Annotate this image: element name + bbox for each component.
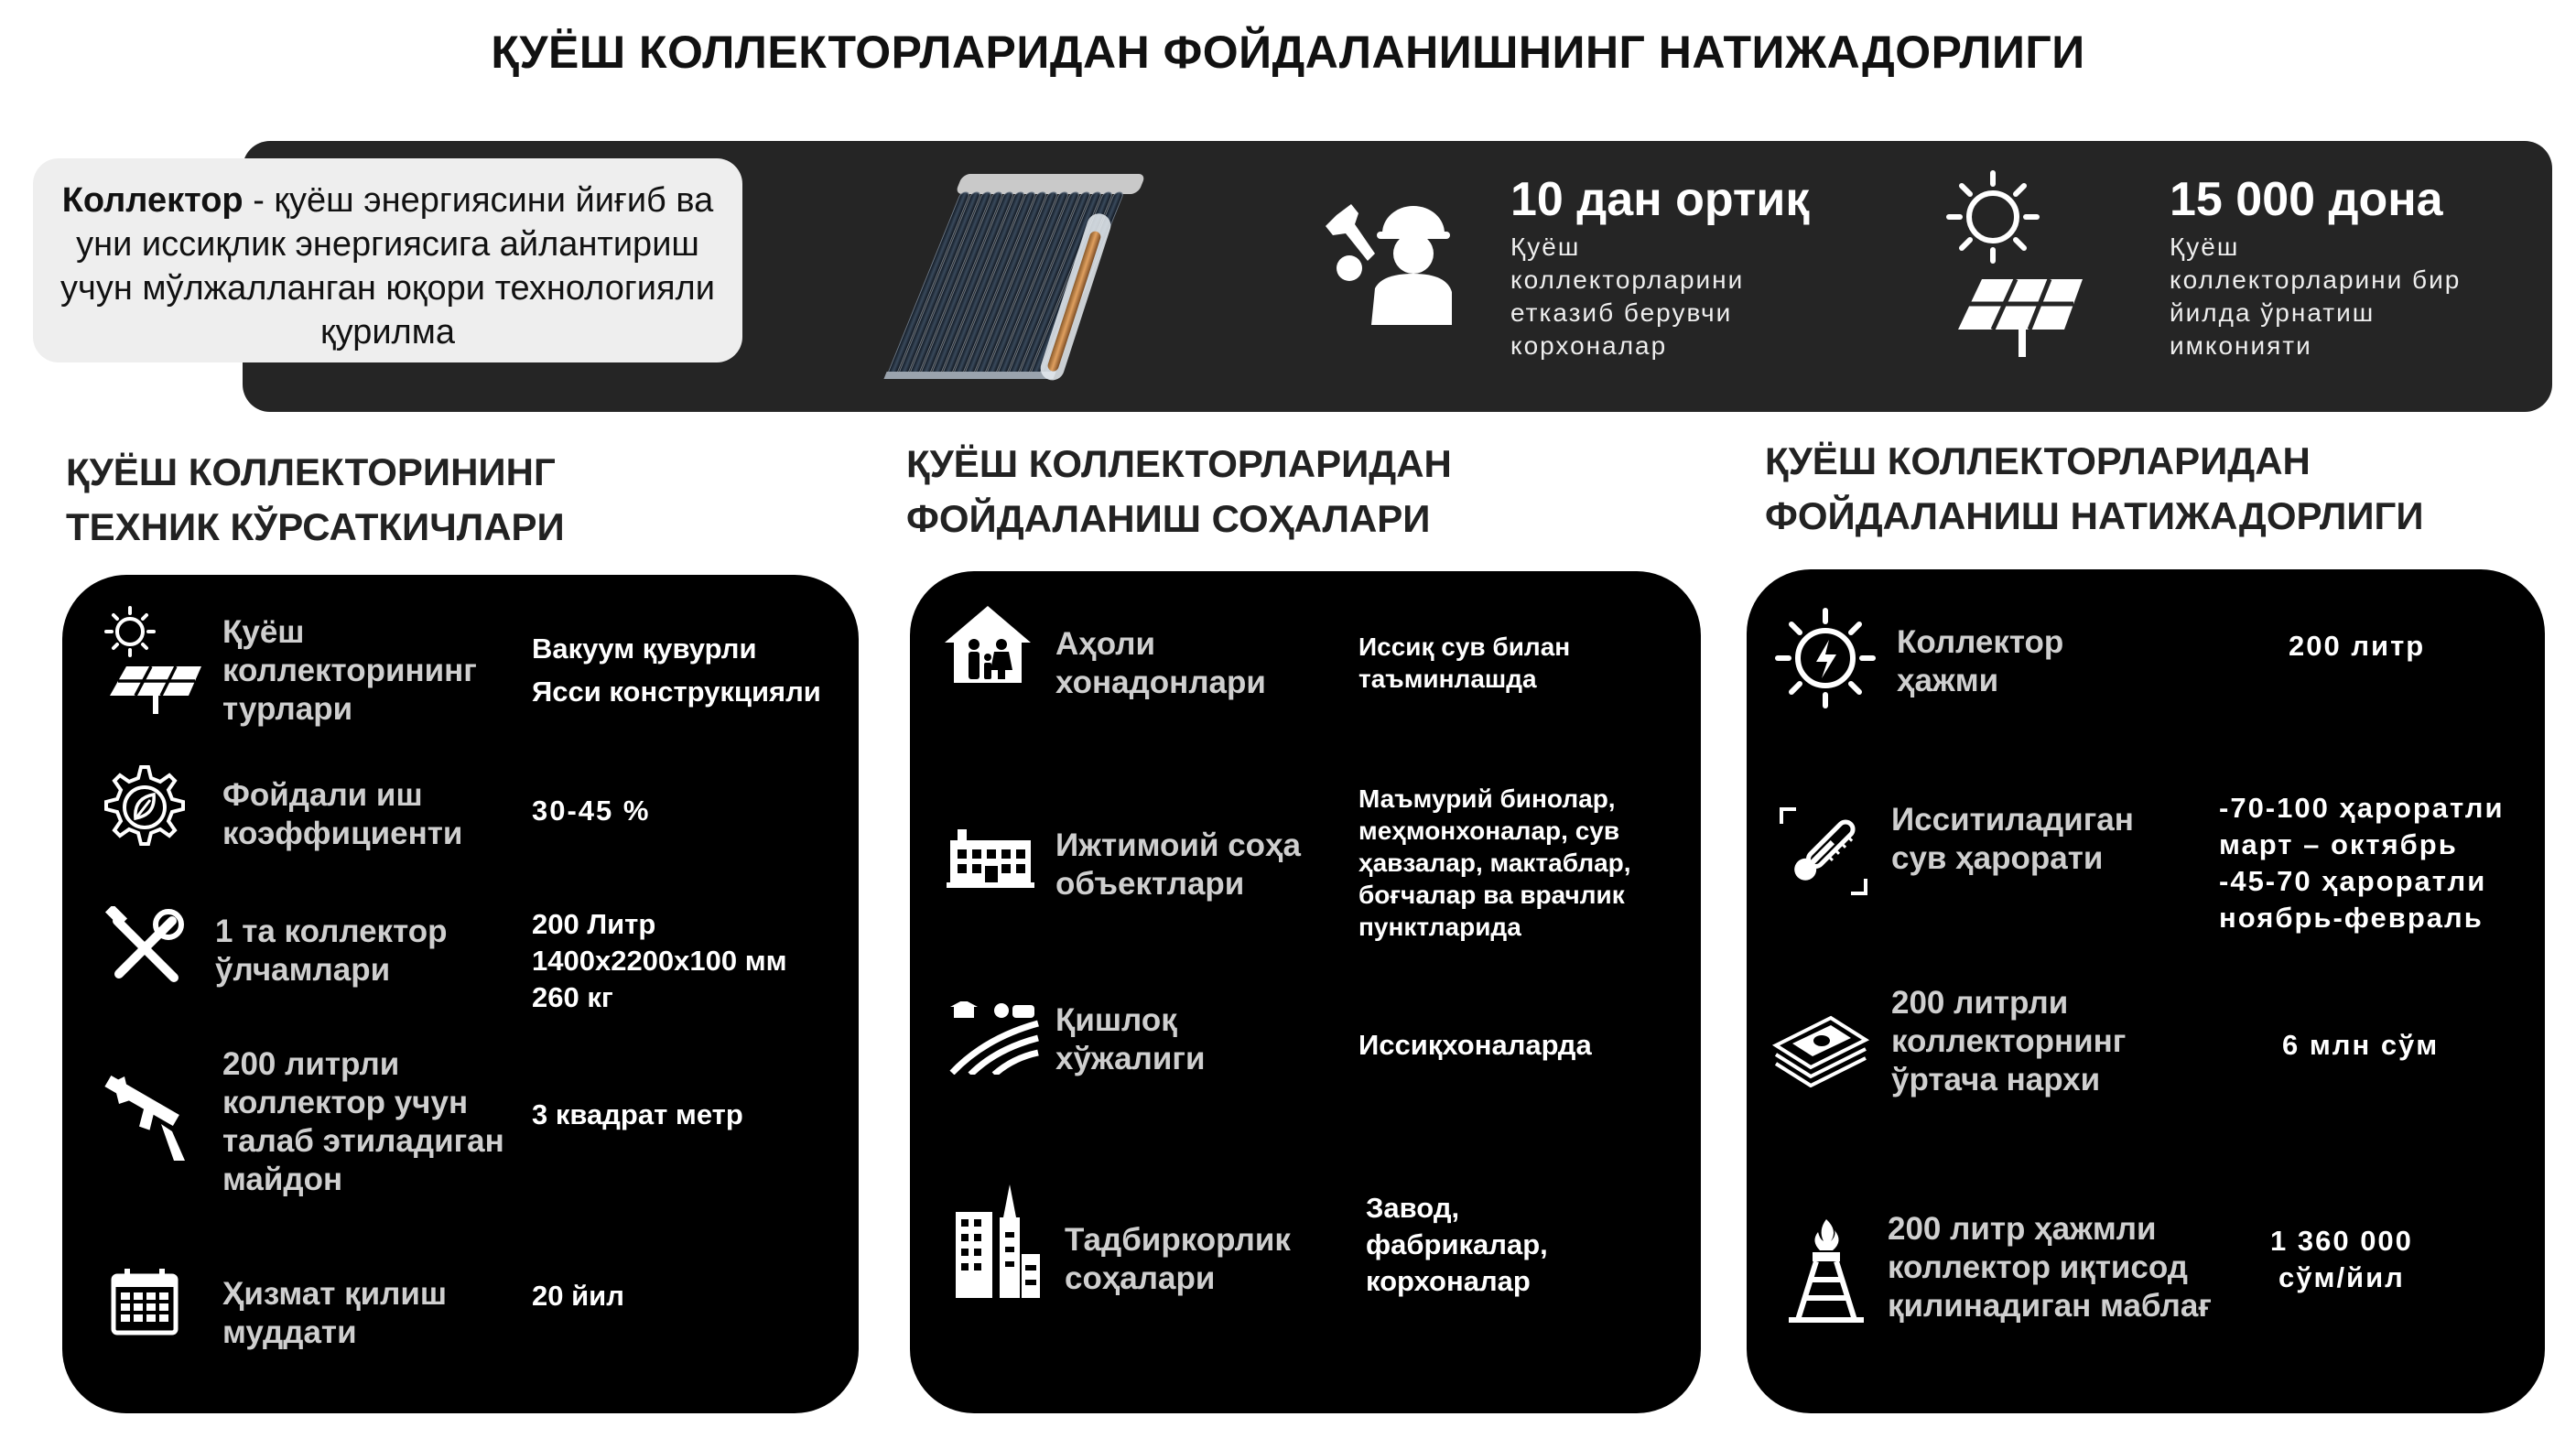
eff-temp-label: Исситиладиган сув ҳарорати xyxy=(1891,802,2134,876)
stat-capacity-desc: Қуёш коллекторларини бир йилда ўрнатиш имконияти xyxy=(2170,232,2462,360)
money-stack-icon xyxy=(1770,1009,1871,1087)
thermometer-icon xyxy=(1778,806,1869,897)
sun-energy-icon xyxy=(1774,607,1877,709)
sun-solar-panel-icon xyxy=(1945,169,2083,362)
usage-business-label: Тадбиркорлик соҳалари xyxy=(1065,1222,1291,1296)
usage-social-label: Ижтимоий соҳа объектлари xyxy=(1055,827,1301,902)
tech-lifetime-label: Ҳизмат қилиш муддати xyxy=(222,1276,448,1350)
tech-efficiency-value: 30-45 % xyxy=(532,795,651,827)
family-house-icon xyxy=(941,602,1034,687)
tech-types-label: Қуёш коллекторининг турлари xyxy=(222,614,477,727)
solar-panel-icon xyxy=(103,604,203,719)
eff-savings-label: 200 литр ҳажмли коллектор иқтисод қилинадиган маблағ xyxy=(1888,1211,2212,1324)
stat-capacity-number: 15 000 дона xyxy=(2170,173,2443,226)
tech-area-label: 200 литрли коллектор учун талаб этиладиган майдон xyxy=(222,1046,504,1197)
city-buildings-icon xyxy=(952,1181,1042,1300)
gas-tower-icon xyxy=(1785,1217,1867,1324)
stat-suppliers-desc: Қуёш коллекторларини етказиб берувчи корхоналар xyxy=(1510,232,1745,360)
usage-households-label: Аҳоли хонадонлари xyxy=(1055,626,1266,700)
eff-price-value: 6 млн сўм xyxy=(2282,1029,2440,1061)
eff-savings-value: 1 360 000 сўм/йил xyxy=(2270,1225,2413,1293)
efficiency-heading: ҚУЁШ КОЛЛЕКТОРЛАРИДАН ФОЙДАЛАНИШ НАТИЖАДОРЛИГИ xyxy=(1765,439,2424,537)
eff-temp-value: -70-100 ҳароратли март – октябрь -45-70 ҳароратли ноябрь-февраль xyxy=(2219,792,2505,934)
definition-term: Коллектор xyxy=(61,181,244,220)
tech-types-value: Вакуум қувурли Ясси конструкцияли xyxy=(532,633,821,708)
collector-definition xyxy=(33,158,742,362)
usage-business-value: Завод, фабрикалар, корхоналар xyxy=(1366,1192,1548,1297)
usage-heading: ҚУЁШ КОЛЛЕКТОРЛАРИДАН ФОЙДАЛАНИШ СОҲАЛАРИ xyxy=(906,442,1452,540)
tools-icon xyxy=(103,906,187,990)
tech-dimensions-label: 1 та коллектор ўлчамлари xyxy=(215,914,448,988)
eff-volume-label: Коллектор ҳажми xyxy=(1897,624,2064,698)
usage-agri-label: Қишлоқ хўжалиги xyxy=(1055,1002,1206,1076)
tech-efficiency-label: Фойдали иш коэффициенти xyxy=(222,777,463,851)
gear-leaf-icon xyxy=(99,762,190,853)
building-icon xyxy=(945,826,1036,890)
eff-volume-value: 200 литр xyxy=(2289,630,2426,662)
eff-price-label: 200 литрли коллекторнинг ўртача нархи xyxy=(1891,985,2127,1098)
usage-agri-value: Иссиқхоналарда xyxy=(1358,1029,1592,1061)
tech-area-value: 3 квадрат метр xyxy=(532,1098,743,1130)
usage-households-value: Иссиқ сув билан таъминлашда xyxy=(1358,633,1571,693)
tech-dimensions-value: 200 Литр 1400х2200х100 мм 260 кг xyxy=(532,908,787,1013)
usage-social-value: Маъмурий бинолар, меҳмонхоналар, сув ҳавзалар, мактаблар, боғчалар ва врачлик пунктларида xyxy=(1358,784,1631,941)
stat-suppliers-number: 10 дан ортиқ xyxy=(1510,173,1810,226)
calendar-icon xyxy=(110,1267,179,1336)
page-title: ҚУЁШ КОЛЛЕКТОРЛАРИДАН ФОЙДАЛАНИШНИНГ НАТИЖАДОРЛИГИ xyxy=(491,27,2085,78)
tech-lifetime-value: 20 йил xyxy=(532,1280,624,1312)
technical-heading: ҚУЁШ КОЛЛЕКТОРИНИНГ ТЕХНИК КЎРСАТКИЧЛАРИ xyxy=(66,450,565,548)
definition-text: - қуёш энергиясини йиғиб ва уни иссиқлик энергиясига айлантириш учун мўлжалланган юқори технологияли қурилма xyxy=(60,181,715,351)
farm-field-icon xyxy=(948,1001,1040,1075)
worker-wrench-icon xyxy=(1318,197,1456,325)
solar-collector-image xyxy=(851,156,1163,403)
caliper-icon xyxy=(97,1073,192,1164)
